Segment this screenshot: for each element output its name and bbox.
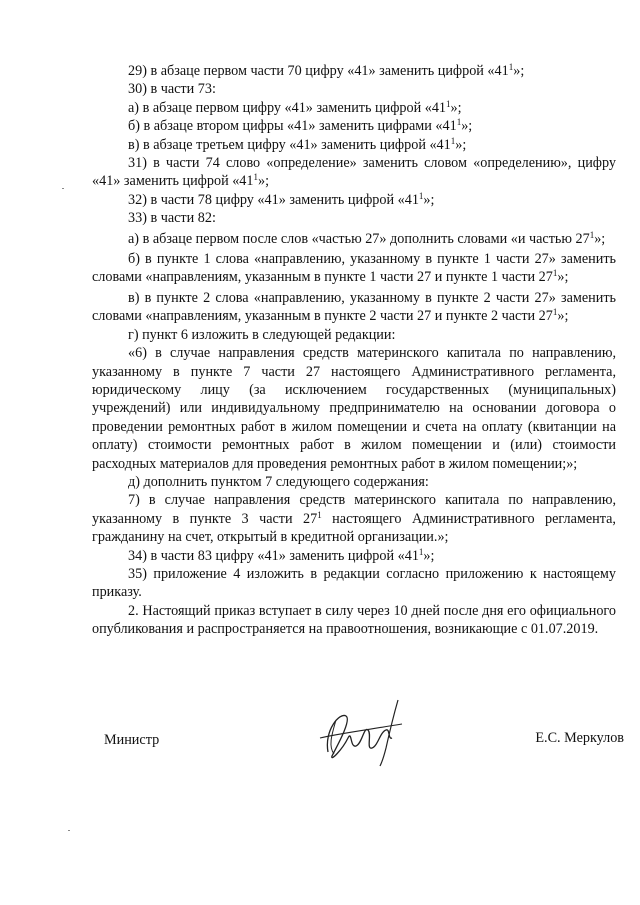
paragraph-text: 7) в случае направления средств материнского капитала по направлению, указанному в пункте 3 части 27 bbox=[92, 492, 616, 527]
paragraph-33b bbox=[92, 250, 616, 287]
paragraph-31 bbox=[92, 154, 616, 191]
paragraph-30b bbox=[92, 117, 616, 135]
paragraph-text: 29) в абзаце первом части 70 цифру «41» заменить цифрой «41 bbox=[128, 63, 509, 79]
paragraph-text: 32) в части 78 цифру «41» заменить цифрой «41 bbox=[128, 191, 419, 208]
paragraph-text: »; bbox=[557, 269, 569, 286]
paragraph-2 bbox=[92, 602, 616, 639]
paragraph-33d bbox=[92, 473, 616, 491]
paragraph-text: настоящего Административного регламента, гражданину на счет, открытый в кредитной организации.»; bbox=[92, 510, 616, 546]
paragraph-text: »; bbox=[594, 230, 606, 247]
paragraph-text: »; bbox=[450, 99, 462, 116]
superscript-index: 1 bbox=[450, 135, 456, 146]
signer-name: Е.С. Меркулов bbox=[535, 730, 624, 746]
paragraph-text: г) пункт 6 изложить в следующей редакции: bbox=[128, 326, 396, 343]
superscript-index: 1 bbox=[418, 546, 424, 557]
paragraph-text: 30) в части 73: bbox=[128, 81, 216, 98]
superscript-index: 1 bbox=[317, 509, 322, 520]
paragraph-33d-item7 bbox=[92, 491, 616, 546]
paragraph-text: «6) в случае направления средств материнского капитала по направлению, указанному в пункте 7 части 27 настоящего Административного регламента, юридическому лицу (за исключением государственных (муниципальных) учреждений) или индивидуальному предпринимателю на основании договора о проведении ремонтных работ в жилом помещении и счета на оплату (квитанции на оплату) стоимости ремонтных работ в жилом помещении и (или) стоимости расходных материалов для проведения ремонтных работ в жилом помещении;»; bbox=[92, 345, 616, 472]
paragraph-34 bbox=[92, 547, 616, 565]
scan-speck bbox=[62, 188, 64, 189]
paragraph-29 bbox=[92, 62, 616, 80]
paragraph-text: в) в пункте 2 слова «направлению, указанному в пункте 2 части 27» заменить словами «направлениям, указанным в пункте 2 части 27 и пункте 2 части 27 bbox=[92, 289, 616, 325]
paragraph-text: »; bbox=[513, 63, 525, 79]
superscript-index: 1 bbox=[589, 229, 595, 240]
paragraph-33g-item6 bbox=[92, 344, 616, 473]
superscript-index: 1 bbox=[456, 117, 462, 128]
paragraph-32 bbox=[92, 191, 616, 209]
paragraph-text: »; bbox=[455, 136, 467, 153]
paragraph-text: »; bbox=[461, 118, 473, 135]
scan-speck bbox=[68, 830, 70, 831]
paragraph-text: 35) приложение 4 изложить в редакции согласно приложению к настоящему приказу. bbox=[92, 565, 616, 601]
paragraph-text: »; bbox=[557, 308, 569, 325]
paragraph-text: д) дополнить пунктом 7 следующего содержания: bbox=[128, 473, 429, 490]
superscript-index: 1 bbox=[253, 172, 258, 183]
paragraph-text: 31) в части 74 слово «определение» заменить словом «определению», цифру «41» заменить цифрой «41 bbox=[92, 155, 616, 190]
paragraph-35 bbox=[92, 565, 616, 602]
document-body bbox=[92, 62, 616, 639]
paragraph-text: »; bbox=[423, 547, 435, 564]
superscript-index: 1 bbox=[418, 190, 424, 201]
paragraph-text: б) в абзаце втором цифры «41» заменить цифрами «41 bbox=[128, 118, 457, 135]
superscript-index: 1 bbox=[508, 62, 514, 72]
paragraph-33a bbox=[92, 230, 616, 248]
paragraph-30c bbox=[92, 136, 616, 154]
paragraph-text: »; bbox=[258, 173, 270, 190]
paragraph-text: б) в пункте 1 слова «направлению, указанному в пункте 1 части 27» заменить словами «направлениям, указанным в пункте 1 части 27 и пункте 1 части 27 bbox=[92, 251, 616, 286]
signature-block bbox=[104, 730, 624, 770]
paragraph-text: а) в абзаце первом после слов «частью 27» дополнить словами «и частью 27 bbox=[128, 230, 590, 247]
paragraph-33v bbox=[92, 289, 616, 326]
signer-title: Министр bbox=[104, 732, 160, 748]
superscript-index: 1 bbox=[446, 98, 451, 109]
paragraph-30 bbox=[92, 80, 616, 98]
superscript-index: 1 bbox=[552, 307, 558, 318]
paragraph-text: 34) в части 83 цифру «41» заменить цифрой «41 bbox=[128, 547, 419, 564]
paragraph-text: 33) в части 82: bbox=[128, 210, 216, 227]
paragraph-33 bbox=[92, 209, 616, 227]
superscript-index: 1 bbox=[552, 268, 558, 279]
paragraph-text: в) в абзаце третьем цифру «41» заменить цифрой «41 bbox=[128, 136, 451, 153]
paragraph-30a bbox=[92, 99, 616, 117]
paragraph-text: а) в абзаце первом цифру «41» заменить цифрой «41 bbox=[128, 99, 447, 116]
paragraph-text: »; bbox=[423, 191, 435, 208]
paragraph-text: 2. Настоящий приказ вступает в силу через 10 дней после дня его официального опубликования и распространяется на правоотношения, возникающие с 01.07.2019. bbox=[92, 602, 616, 638]
paragraph-33g bbox=[92, 326, 616, 344]
